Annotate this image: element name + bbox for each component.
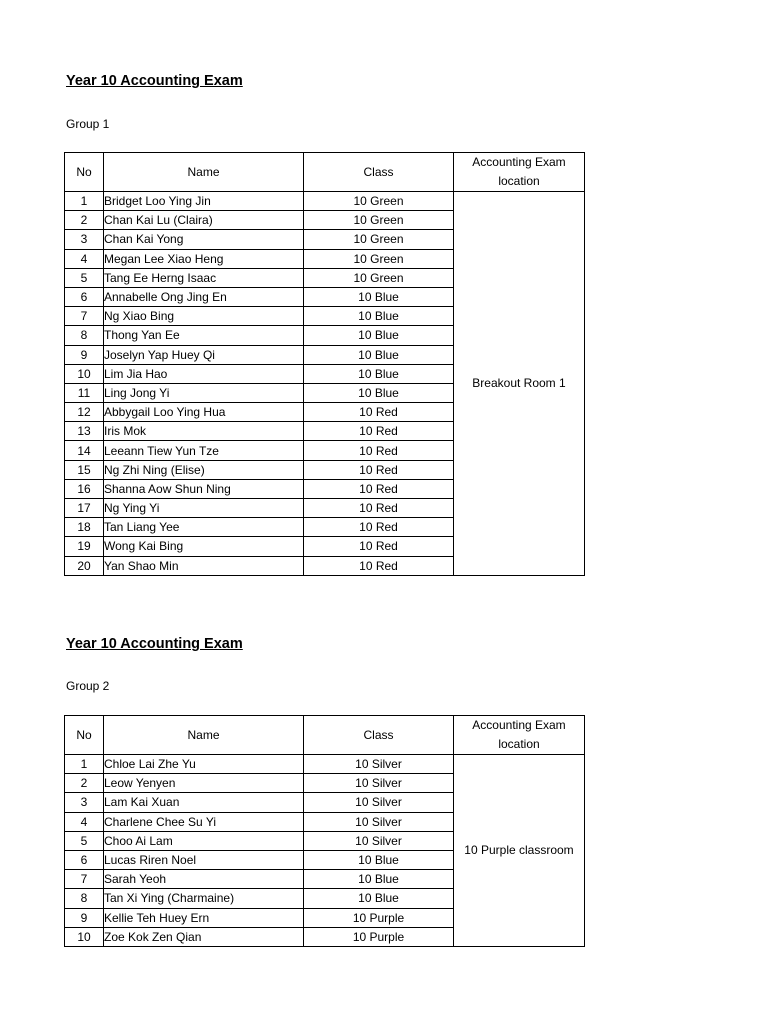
cell-no: 8 bbox=[65, 326, 104, 345]
cell-no: 4 bbox=[65, 249, 104, 268]
cell-no: 16 bbox=[65, 479, 104, 498]
cell-no: 20 bbox=[65, 556, 104, 575]
header-name: Name bbox=[104, 716, 304, 755]
cell-no: 14 bbox=[65, 441, 104, 460]
cell-no: 9 bbox=[65, 908, 104, 927]
cell-name: Megan Lee Xiao Heng bbox=[104, 249, 304, 268]
cell-name: Ling Jong Yi bbox=[104, 383, 304, 402]
cell-class: 10 Blue bbox=[304, 287, 454, 306]
cell-class: 10 Silver bbox=[304, 774, 454, 793]
cell-class: 10 Green bbox=[304, 230, 454, 249]
cell-no: 8 bbox=[65, 889, 104, 908]
cell-name: Thong Yan Ee bbox=[104, 326, 304, 345]
cell-name: Lucas Riren Noel bbox=[104, 850, 304, 869]
cell-name: Ng Zhi Ning (Elise) bbox=[104, 460, 304, 479]
cell-name: Lim Jia Hao bbox=[104, 364, 304, 383]
table-row bbox=[65, 192, 585, 211]
cell-no: 10 bbox=[65, 927, 104, 946]
group-2-label: Group 2 bbox=[66, 679, 110, 693]
cell-class: 10 Blue bbox=[304, 345, 454, 364]
cell-class: 10 Red bbox=[304, 479, 454, 498]
group-2-body bbox=[65, 755, 585, 947]
exam-location-cell: 10 Purple classroom bbox=[454, 755, 585, 947]
cell-class: 10 Blue bbox=[304, 307, 454, 326]
cell-class: 10 Purple bbox=[304, 927, 454, 946]
cell-name: Zoe Kok Zen Qian bbox=[104, 927, 304, 946]
cell-name: Annabelle Ong Jing En bbox=[104, 287, 304, 306]
cell-class: 10 Purple bbox=[304, 908, 454, 927]
table-header-row bbox=[65, 716, 585, 755]
cell-no: 18 bbox=[65, 518, 104, 537]
cell-name: Tang Ee Herng Isaac bbox=[104, 268, 304, 287]
cell-name: Choo Ai Lam bbox=[104, 831, 304, 850]
cell-no: 4 bbox=[65, 812, 104, 831]
cell-name: Ng Ying Yi bbox=[104, 499, 304, 518]
cell-no: 1 bbox=[65, 192, 104, 211]
cell-no: 7 bbox=[65, 307, 104, 326]
header-name: Name bbox=[104, 153, 304, 192]
cell-class: 10 Red bbox=[304, 518, 454, 537]
cell-no: 2 bbox=[65, 211, 104, 230]
cell-name: Shanna Aow Shun Ning bbox=[104, 479, 304, 498]
cell-no: 5 bbox=[65, 268, 104, 287]
cell-class: 10 Red bbox=[304, 422, 454, 441]
cell-class: 10 Blue bbox=[304, 383, 454, 402]
header-no: No bbox=[65, 716, 104, 755]
cell-name: Leeann Tiew Yun Tze bbox=[104, 441, 304, 460]
cell-no: 10 bbox=[65, 364, 104, 383]
cell-name: Tan Liang Yee bbox=[104, 518, 304, 537]
header-class: Class bbox=[304, 153, 454, 192]
cell-name: Lam Kai Xuan bbox=[104, 793, 304, 812]
group-2-table bbox=[64, 715, 585, 947]
table-header-row bbox=[65, 153, 585, 192]
cell-class: 10 Red bbox=[304, 441, 454, 460]
cell-class: 10 Silver bbox=[304, 812, 454, 831]
cell-class: 10 Red bbox=[304, 460, 454, 479]
group-1-title: Year 10 Accounting Exam bbox=[66, 73, 243, 89]
header-location-line2: location bbox=[498, 737, 540, 751]
cell-name: Wong Kai Bing bbox=[104, 537, 304, 556]
cell-no: 3 bbox=[65, 230, 104, 249]
cell-name: Bridget Loo Ying Jin bbox=[104, 192, 304, 211]
cell-name: Iris Mok bbox=[104, 422, 304, 441]
cell-no: 6 bbox=[65, 850, 104, 869]
cell-class: 10 Blue bbox=[304, 326, 454, 345]
cell-no: 17 bbox=[65, 499, 104, 518]
header-location-line1: Accounting Exam bbox=[472, 155, 566, 169]
cell-name: Chloe Lai Zhe Yu bbox=[104, 755, 304, 774]
cell-class: 10 Green bbox=[304, 211, 454, 230]
header-no: No bbox=[65, 153, 104, 192]
cell-class: 10 Green bbox=[304, 268, 454, 287]
header-class: Class bbox=[304, 716, 454, 755]
cell-name: Sarah Yeoh bbox=[104, 870, 304, 889]
cell-class: 10 Green bbox=[304, 249, 454, 268]
cell-class: 10 Silver bbox=[304, 793, 454, 812]
cell-class: 10 Green bbox=[304, 192, 454, 211]
cell-name: Chan Kai Lu (Claira) bbox=[104, 211, 304, 230]
cell-no: 19 bbox=[65, 537, 104, 556]
cell-no: 3 bbox=[65, 793, 104, 812]
table-row bbox=[65, 755, 585, 774]
group-1-body bbox=[65, 192, 585, 576]
cell-no: 13 bbox=[65, 422, 104, 441]
cell-no: 6 bbox=[65, 287, 104, 306]
cell-class: 10 Blue bbox=[304, 870, 454, 889]
cell-class: 10 Blue bbox=[304, 889, 454, 908]
cell-no: 9 bbox=[65, 345, 104, 364]
cell-class: 10 Silver bbox=[304, 831, 454, 850]
cell-class: 10 Red bbox=[304, 537, 454, 556]
cell-name: Joselyn Yap Huey Qi bbox=[104, 345, 304, 364]
cell-class: 10 Red bbox=[304, 556, 454, 575]
cell-name: Tan Xi Ying (Charmaine) bbox=[104, 889, 304, 908]
cell-class: 10 Silver bbox=[304, 755, 454, 774]
group-1-label: Group 1 bbox=[66, 117, 110, 131]
header-location bbox=[454, 153, 585, 192]
group-1-table bbox=[64, 152, 585, 576]
group-2-title: Year 10 Accounting Exam bbox=[66, 636, 243, 652]
header-location-line2: location bbox=[498, 174, 540, 188]
cell-no: 5 bbox=[65, 831, 104, 850]
cell-name: Yan Shao Min bbox=[104, 556, 304, 575]
cell-name: Ng Xiao Bing bbox=[104, 307, 304, 326]
cell-class: 10 Red bbox=[304, 403, 454, 422]
cell-no: 12 bbox=[65, 403, 104, 422]
cell-no: 15 bbox=[65, 460, 104, 479]
cell-no: 1 bbox=[65, 755, 104, 774]
cell-class: 10 Blue bbox=[304, 364, 454, 383]
header-location bbox=[454, 716, 585, 755]
cell-class: 10 Blue bbox=[304, 850, 454, 869]
cell-name: Leow Yenyen bbox=[104, 774, 304, 793]
cell-no: 7 bbox=[65, 870, 104, 889]
cell-no: 11 bbox=[65, 383, 104, 402]
cell-name: Abbygail Loo Ying Hua bbox=[104, 403, 304, 422]
cell-name: Charlene Chee Su Yi bbox=[104, 812, 304, 831]
cell-no: 2 bbox=[65, 774, 104, 793]
cell-name: Kellie Teh Huey Ern bbox=[104, 908, 304, 927]
cell-class: 10 Red bbox=[304, 499, 454, 518]
exam-location-cell: Breakout Room 1 bbox=[454, 192, 585, 576]
cell-name: Chan Kai Yong bbox=[104, 230, 304, 249]
header-location-line1: Accounting Exam bbox=[472, 718, 566, 732]
